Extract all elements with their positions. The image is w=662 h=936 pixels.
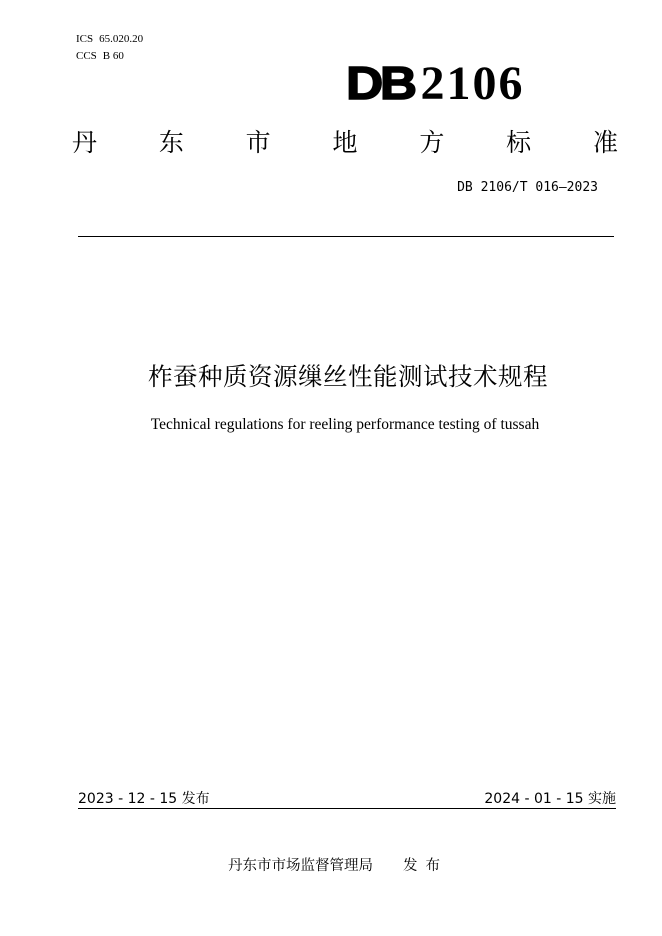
standard-type-char: 地 — [332, 128, 358, 157]
ics-code: 65.020.20 — [99, 33, 144, 45]
standard-type-char: 标 — [506, 128, 532, 157]
standard-type-char: 东 — [158, 128, 184, 157]
top-divider — [78, 236, 614, 237]
ccs-classification — [76, 49, 124, 63]
issue-action: 发布 — [403, 858, 448, 874]
db-logo — [346, 56, 524, 111]
standard-type-char: 方 — [419, 128, 445, 157]
implementation-date: 2024 - 01 - 15 实施 — [484, 791, 616, 807]
standard-type-char: 市 — [245, 128, 271, 157]
standard-type-char: 准 — [592, 128, 618, 157]
ccs-label: CCS — [76, 50, 97, 62]
ics-classification — [76, 32, 143, 46]
standard-number: DB 2106/T 016—2023 — [457, 180, 598, 195]
db-logo-digits: 2106 — [420, 57, 525, 110]
issue-date: 2023 - 12 - 15 发布 — [78, 791, 210, 807]
document-title-cn: 柞蚕种质资源缫丝性能测试技术规程 — [148, 362, 548, 391]
db-logo-letters: DB — [346, 57, 414, 109]
document-title-en: Technical regulations for reeling performance testing of tussah — [150, 416, 540, 433]
standard-type-title — [72, 126, 618, 160]
ccs-code: B 60 — [102, 50, 124, 62]
issuer-name: 丹东市市场监督管理局 — [228, 858, 373, 874]
bottom-divider — [78, 808, 616, 809]
ics-label: ICS — [76, 33, 94, 45]
issuer-line — [0, 854, 662, 875]
standard-type-char: 丹 — [72, 128, 98, 157]
